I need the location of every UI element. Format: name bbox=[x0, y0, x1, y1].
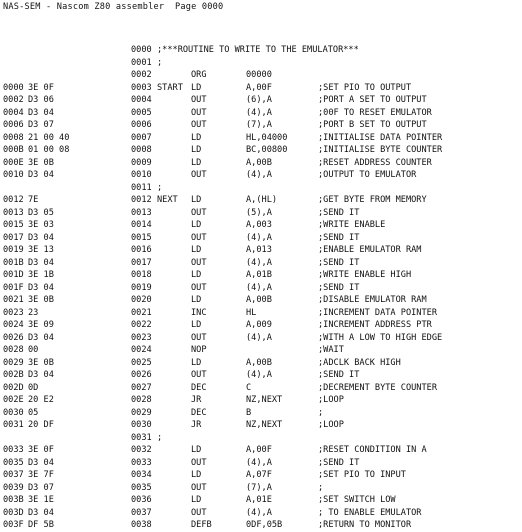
comment-cell: ;RESET ADDRESS COUNTER bbox=[318, 157, 432, 168]
address-cell: 0008 bbox=[3, 132, 24, 143]
machine-code-cell: 20 E2 bbox=[28, 395, 54, 405]
listing-row bbox=[0, 369, 522, 382]
machine-code-cell: 3E 1E bbox=[28, 495, 54, 505]
comment-cell: ;DISABLE EMULATOR RAM bbox=[318, 295, 427, 305]
page-header: NAS-SEM - Nascom Z80 assembler Page 0000 bbox=[3, 2, 224, 12]
line-number-cell: 0025 bbox=[131, 357, 152, 368]
opcode-cell: JR bbox=[191, 420, 202, 430]
operand-cell: BC,00800 bbox=[246, 145, 288, 155]
opcode-cell: OUT bbox=[191, 332, 207, 343]
operand-cell: A,003 bbox=[246, 220, 272, 230]
comment-cell: ;SET SWITCH LOW bbox=[318, 495, 396, 505]
address-cell: 002B bbox=[3, 370, 24, 380]
label-cell: ; bbox=[157, 432, 163, 443]
comment-cell: ;LOOP bbox=[318, 420, 344, 430]
machine-code-cell: 21 00 40 bbox=[28, 132, 70, 143]
listing-row bbox=[0, 382, 522, 395]
address-cell: 0006 bbox=[3, 120, 24, 130]
line-number-cell: 0029 bbox=[131, 407, 152, 418]
address-cell: 002E bbox=[3, 395, 24, 405]
label-cell: START bbox=[157, 82, 183, 93]
opcode-cell: LD bbox=[191, 320, 202, 330]
opcode-cell: OUT bbox=[191, 170, 207, 180]
line-number-cell: 0011 bbox=[131, 182, 152, 193]
line-number-cell: 0028 bbox=[131, 395, 152, 405]
address-cell: 001F bbox=[3, 282, 24, 293]
comment-cell: ;INCREMENT DATA POINTER bbox=[318, 307, 437, 318]
opcode-cell: LD bbox=[191, 157, 202, 168]
opcode-cell: NOP bbox=[191, 345, 207, 355]
operand-cell: A,013 bbox=[246, 245, 272, 255]
address-cell: 0019 bbox=[3, 245, 24, 255]
machine-code-cell: 7E bbox=[28, 195, 39, 205]
listing-row bbox=[0, 107, 522, 120]
operand-cell: A,009 bbox=[246, 320, 272, 330]
machine-code-cell: D3 04 bbox=[28, 232, 54, 243]
opcode-cell: LD bbox=[191, 470, 202, 480]
operand-cell: A,00B bbox=[246, 157, 272, 168]
address-cell: 0012 bbox=[3, 195, 24, 205]
operand-cell: A,07F bbox=[246, 470, 272, 480]
address-cell: 0039 bbox=[3, 482, 24, 493]
comment-cell: ;PORT A SET TO OUTPUT bbox=[318, 95, 427, 105]
comment-cell: ;WITH A LOW TO HIGH EDGE bbox=[318, 332, 443, 343]
opcode-cell: LD bbox=[191, 145, 202, 155]
operand-cell: (4),A bbox=[246, 457, 272, 468]
opcode-cell: INC bbox=[191, 307, 207, 318]
operand-cell: (4),A bbox=[246, 257, 272, 268]
listing-row bbox=[0, 494, 522, 507]
listing-row bbox=[0, 144, 522, 157]
line-number-cell: 0036 bbox=[131, 495, 152, 505]
machine-code-cell: D3 04 bbox=[28, 457, 54, 468]
address-cell: 0002 bbox=[3, 95, 24, 105]
line-number-cell: 0000 bbox=[131, 45, 152, 55]
listing-row bbox=[0, 332, 522, 345]
line-number-cell: 0017 bbox=[131, 257, 152, 268]
opcode-cell: LD bbox=[191, 195, 202, 205]
operand-cell: NZ,NEXT bbox=[246, 420, 283, 430]
comment-cell: ; TO ENABLE EMULATOR bbox=[318, 507, 422, 518]
address-cell: 0028 bbox=[3, 345, 24, 355]
operand-cell: 00000 bbox=[246, 70, 272, 80]
line-number-cell: 0033 bbox=[131, 457, 152, 468]
opcode-cell: ORG bbox=[191, 70, 207, 80]
address-cell: 002D bbox=[3, 382, 24, 393]
address-cell: 0031 bbox=[3, 420, 24, 430]
comment-cell: ; bbox=[318, 407, 324, 418]
operand-cell: (7),A bbox=[246, 482, 272, 493]
machine-code-cell: 05 bbox=[28, 407, 39, 418]
address-cell: 0013 bbox=[3, 207, 24, 218]
machine-code-cell: D3 06 bbox=[28, 95, 54, 105]
full-line-comment: ;***ROUTINE TO WRITE TO THE EMULATOR*** bbox=[157, 45, 359, 55]
operand-cell: A,00F bbox=[246, 445, 272, 455]
address-cell: 000B bbox=[3, 145, 24, 155]
line-number-cell: 0006 bbox=[131, 120, 152, 130]
listing-row bbox=[0, 457, 522, 470]
listing-row bbox=[0, 482, 522, 495]
line-number-cell: 0024 bbox=[131, 345, 152, 355]
machine-code-cell: 01 00 08 bbox=[28, 145, 70, 155]
comment-cell: ;INCREMENT ADDRESS PTR bbox=[318, 320, 432, 330]
listing-row bbox=[0, 294, 522, 307]
operand-cell: NZ,NEXT bbox=[246, 395, 283, 405]
listing-row bbox=[0, 357, 522, 370]
machine-code-cell: 3E 0B bbox=[28, 357, 54, 368]
opcode-cell: LD bbox=[191, 495, 202, 505]
machine-code-cell: 3E 03 bbox=[28, 220, 54, 230]
line-number-cell: 0015 bbox=[131, 232, 152, 243]
opcode-cell: JR bbox=[191, 395, 202, 405]
opcode-cell: OUT bbox=[191, 507, 207, 518]
machine-code-cell: 00 bbox=[28, 345, 39, 355]
listing-row bbox=[0, 469, 522, 482]
comment-cell: ;GET BYTE FROM MEMORY bbox=[318, 195, 427, 205]
listing-row bbox=[0, 194, 522, 207]
operand-cell: A,00B bbox=[246, 357, 272, 368]
listing-row bbox=[0, 157, 522, 170]
label-cell: ; bbox=[157, 182, 163, 193]
comment-cell: ;SEND IT bbox=[318, 282, 360, 293]
line-number-cell: 0004 bbox=[131, 95, 152, 105]
machine-code-cell: D3 07 bbox=[28, 120, 54, 130]
address-cell: 0017 bbox=[3, 232, 24, 243]
listing-row bbox=[0, 132, 522, 145]
line-number-cell: 0001 bbox=[131, 57, 152, 68]
operand-cell: HL,04000 bbox=[246, 132, 288, 143]
line-number-cell: 0010 bbox=[131, 170, 152, 180]
listing-row bbox=[0, 94, 522, 107]
address-cell: 0000 bbox=[3, 82, 24, 93]
line-number-cell: 0009 bbox=[131, 157, 152, 168]
listing-row bbox=[0, 182, 522, 195]
machine-code-cell: D3 04 bbox=[28, 257, 54, 268]
opcode-cell: LD bbox=[191, 220, 202, 230]
machine-code-cell: 3E 09 bbox=[28, 320, 54, 330]
address-cell: 000E bbox=[3, 157, 24, 168]
opcode-cell: LD bbox=[191, 245, 202, 255]
comment-cell: ;DECREMENT BYTE COUNTER bbox=[318, 382, 437, 393]
machine-code-cell: 20 DF bbox=[28, 420, 54, 430]
listing-row bbox=[0, 444, 522, 457]
operand-cell: A,01B bbox=[246, 270, 272, 280]
line-number-cell: 0013 bbox=[131, 207, 152, 218]
operand-cell: C bbox=[246, 382, 252, 393]
address-cell: 0026 bbox=[3, 332, 24, 343]
opcode-cell: OUT bbox=[191, 95, 207, 105]
opcode-cell: LD bbox=[191, 295, 202, 305]
opcode-cell: LD bbox=[191, 82, 202, 93]
comment-cell: ;SET PIO TO INPUT bbox=[318, 470, 406, 480]
machine-code-cell: D3 04 bbox=[28, 370, 54, 380]
operand-cell: (6),A bbox=[246, 95, 272, 105]
comment-cell: ;OUTPUT TO EMULATOR bbox=[318, 170, 417, 180]
machine-code-cell: D3 04 bbox=[28, 507, 54, 518]
comment-cell: ;00F TO RESET EMULATOR bbox=[318, 107, 432, 118]
line-number-cell: 0030 bbox=[131, 420, 152, 430]
machine-code-cell: 3E 13 bbox=[28, 245, 54, 255]
operand-cell: A,(HL) bbox=[246, 195, 278, 205]
machine-code-cell: 0D bbox=[28, 382, 39, 393]
machine-code-cell: D3 04 bbox=[28, 332, 54, 343]
address-cell: 0024 bbox=[3, 320, 24, 330]
opcode-cell: LD bbox=[191, 445, 202, 455]
comment-cell: ;SEND IT bbox=[318, 370, 360, 380]
line-number-cell: 0002 bbox=[131, 70, 152, 80]
comment-cell: ; bbox=[318, 482, 324, 493]
opcode-cell: DEFB bbox=[191, 520, 212, 530]
address-cell: 0010 bbox=[3, 170, 24, 180]
address-cell: 0021 bbox=[3, 295, 24, 305]
line-number-cell: 0020 bbox=[131, 295, 152, 305]
comment-cell: ;LOOP bbox=[318, 395, 344, 405]
operand-cell: A,00F bbox=[246, 82, 272, 93]
listing-row bbox=[0, 269, 522, 282]
opcode-cell: OUT bbox=[191, 282, 207, 293]
address-cell: 0033 bbox=[3, 445, 24, 455]
address-cell: 0015 bbox=[3, 220, 24, 230]
line-number-cell: 0016 bbox=[131, 245, 152, 255]
operand-cell: B bbox=[246, 407, 252, 418]
listing-row bbox=[0, 319, 522, 332]
operand-cell: A,01E bbox=[246, 495, 272, 505]
line-number-cell: 0037 bbox=[131, 507, 152, 518]
address-cell: 003B bbox=[3, 495, 24, 505]
comment-cell: ;INITIALISE BYTE COUNTER bbox=[318, 145, 443, 155]
machine-code-cell: 3E 0B bbox=[28, 295, 54, 305]
operand-cell: 0DF,05B bbox=[246, 520, 283, 530]
line-number-cell: 0003 bbox=[131, 82, 152, 93]
listing-row bbox=[0, 257, 522, 270]
address-cell: 0029 bbox=[3, 357, 24, 368]
line-number-cell: 0012 bbox=[131, 195, 152, 205]
line-number-cell: 0022 bbox=[131, 320, 152, 330]
operand-cell: (4),A bbox=[246, 507, 272, 518]
opcode-cell: LD bbox=[191, 357, 202, 368]
listing-row bbox=[0, 44, 522, 57]
listing-row bbox=[0, 169, 522, 182]
operand-cell: (4),A bbox=[246, 232, 272, 243]
opcode-cell: OUT bbox=[191, 232, 207, 243]
line-number-cell: 0021 bbox=[131, 307, 152, 318]
comment-cell: ;RESET CONDITION IN A bbox=[318, 445, 427, 455]
opcode-cell: OUT bbox=[191, 257, 207, 268]
opcode-cell: OUT bbox=[191, 482, 207, 493]
opcode-cell: OUT bbox=[191, 457, 207, 468]
listing-row bbox=[0, 344, 522, 357]
operand-cell: (4),A bbox=[246, 170, 272, 180]
listing-row bbox=[0, 432, 522, 445]
opcode-cell: OUT bbox=[191, 207, 207, 218]
comment-cell: ;SEND IT bbox=[318, 457, 360, 468]
listing-row bbox=[0, 69, 522, 82]
comment-cell: ;WRITE ENABLE HIGH bbox=[318, 270, 412, 280]
comment-cell: ;SEND IT bbox=[318, 257, 360, 268]
line-number-cell: 0026 bbox=[131, 370, 152, 380]
comment-cell: ;SEND IT bbox=[318, 232, 360, 243]
address-cell: 003D bbox=[3, 507, 24, 518]
line-number-cell: 0035 bbox=[131, 482, 152, 493]
line-number-cell: 0014 bbox=[131, 220, 152, 230]
opcode-cell: DEC bbox=[191, 382, 207, 393]
opcode-cell: LD bbox=[191, 270, 202, 280]
machine-code-cell: 3E 0F bbox=[28, 445, 54, 455]
address-cell: 0037 bbox=[3, 470, 24, 480]
address-cell: 003F bbox=[3, 520, 24, 530]
opcode-cell: OUT bbox=[191, 107, 207, 118]
line-number-cell: 0038 bbox=[131, 520, 152, 530]
comment-cell: ;ENABLE EMULATOR RAM bbox=[318, 245, 422, 255]
machine-code-cell: 3E 0F bbox=[28, 82, 54, 93]
listing-row bbox=[0, 57, 522, 70]
address-cell: 0004 bbox=[3, 107, 24, 118]
machine-code-cell: D3 04 bbox=[28, 170, 54, 180]
address-cell: 001B bbox=[3, 257, 24, 268]
operand-cell: (4),A bbox=[246, 282, 272, 293]
listing-row bbox=[0, 407, 522, 420]
comment-cell: ;WRITE ENABLE bbox=[318, 220, 386, 230]
line-number-cell: 0007 bbox=[131, 132, 152, 143]
operand-cell: (5),A bbox=[246, 207, 272, 218]
listing-row bbox=[0, 394, 522, 407]
comment-cell: ;SEND IT bbox=[318, 207, 360, 218]
comment-cell: ;PORT B SET TO OUTPUT bbox=[318, 120, 427, 130]
comment-cell: ;ADCLK BACK HIGH bbox=[318, 357, 401, 368]
comment-cell: ;INITIALISE DATA POINTER bbox=[318, 132, 443, 143]
listing-row bbox=[0, 119, 522, 132]
comment-cell: ;WAIT bbox=[318, 345, 344, 355]
comment-cell: ;SET PIO TO OUTPUT bbox=[318, 82, 412, 93]
address-cell: 0035 bbox=[3, 457, 24, 468]
line-number-cell: 0023 bbox=[131, 332, 152, 343]
operand-cell: HL bbox=[246, 307, 257, 318]
address-cell: 001D bbox=[3, 270, 24, 280]
opcode-cell: DEC bbox=[191, 407, 207, 418]
listing-row bbox=[0, 507, 522, 520]
listing-row bbox=[0, 519, 522, 532]
opcode-cell: OUT bbox=[191, 370, 207, 380]
line-number-cell: 0005 bbox=[131, 107, 152, 118]
machine-code-cell: 23 bbox=[28, 307, 39, 318]
opcode-cell: LD bbox=[191, 132, 202, 143]
line-number-cell: 0008 bbox=[131, 145, 152, 155]
label-cell: NEXT bbox=[157, 195, 178, 205]
address-cell: 0023 bbox=[3, 307, 24, 318]
operand-cell: (4),A bbox=[246, 332, 272, 343]
listing-row bbox=[0, 207, 522, 220]
machine-code-cell: DF 5B bbox=[28, 520, 54, 530]
listing-row bbox=[0, 282, 522, 295]
operand-cell: (4),A bbox=[246, 370, 272, 380]
line-number-cell: 0018 bbox=[131, 270, 152, 280]
listing-row bbox=[0, 307, 522, 320]
line-number-cell: 0034 bbox=[131, 470, 152, 480]
line-number-cell: 0019 bbox=[131, 282, 152, 293]
operand-cell: (7),A bbox=[246, 120, 272, 130]
machine-code-cell: D3 05 bbox=[28, 207, 54, 218]
line-number-cell: 0027 bbox=[131, 382, 152, 393]
operand-cell: (4),A bbox=[246, 107, 272, 118]
operand-cell: A,00B bbox=[246, 295, 272, 305]
listing-row bbox=[0, 232, 522, 245]
machine-code-cell: 3E 0B bbox=[28, 157, 54, 168]
label-cell: ; bbox=[157, 57, 163, 68]
machine-code-cell: D3 04 bbox=[28, 107, 54, 118]
machine-code-cell: D3 07 bbox=[28, 482, 54, 493]
comment-cell: ;RETURN TO MONITOR bbox=[318, 520, 412, 530]
listing-row bbox=[0, 419, 522, 432]
line-number-cell: 0031 bbox=[131, 432, 152, 443]
listing-row bbox=[0, 82, 522, 95]
listing-row bbox=[0, 244, 522, 257]
machine-code-cell: D3 04 bbox=[28, 282, 54, 293]
opcode-cell: OUT bbox=[191, 120, 207, 130]
address-cell: 0030 bbox=[3, 407, 24, 418]
listing-row bbox=[0, 219, 522, 232]
machine-code-cell: 3E 1B bbox=[28, 270, 54, 280]
assembler-listing bbox=[0, 44, 522, 532]
machine-code-cell: 3E 7F bbox=[28, 470, 54, 480]
line-number-cell: 0032 bbox=[131, 445, 152, 455]
